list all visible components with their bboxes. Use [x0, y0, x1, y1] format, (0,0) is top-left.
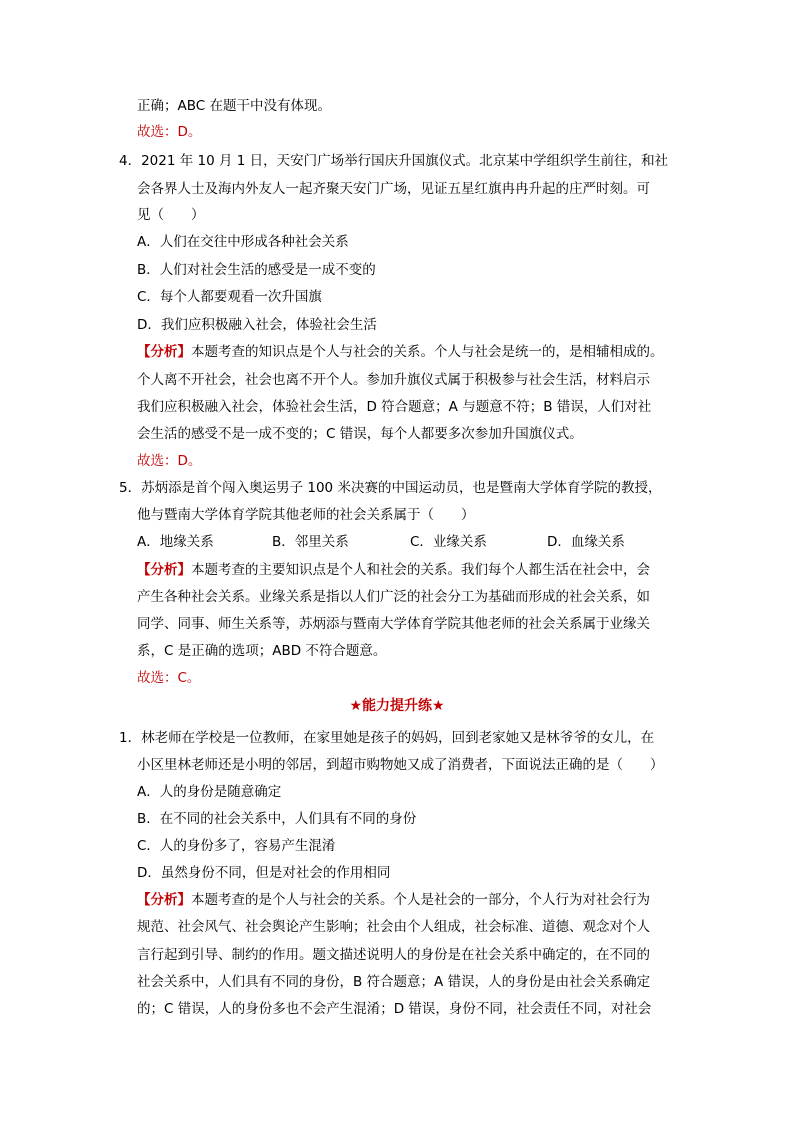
prev-answer: 故选：D。 [137, 124, 202, 140]
q5-answer: 故选：C。 [137, 670, 201, 686]
q5-analysis-line: 产生各种社会关系。业缘关系是指以人们广泛的社会分工为基础而形成的社会关系，如 [137, 589, 650, 605]
p1-analysis-line [137, 891, 650, 909]
section-title: ★能力提升练★ [349, 698, 445, 714]
q4-stem-line: 会各界人士及海内外友人一起齐聚天安门广场，见证五星红旗冉冉升起的庄严时刻。可 [137, 181, 650, 197]
q5-stem-line: 他与暨南大学体育学院其他老师的社会关系属于（ ） [137, 507, 475, 523]
q5-stem-line: 5．苏炳添是首个闯入奥运男子 100 米决赛的中国运动员，也是暨南大学体育学院的教授， [119, 480, 662, 496]
p1-option-a: A．人的身份是随意确定 [137, 784, 282, 800]
q4-option-b: B．人们对社会生活的感受是一成不变的 [137, 262, 376, 278]
q4-option-d: D．我们应积极融入社会，体验社会生活 [137, 317, 377, 333]
q4-stem-line: 见（ ） [137, 207, 205, 223]
p1-analysis-text: 本题考查的是个人与社会的关系。个人是社会的一部分，个人行为对社会行为 [191, 892, 650, 908]
q4-analysis-line: 我们应积极融入社会，体验社会生活，D 符合题意；A 与题意不符；B 错误，人们对社 [137, 399, 652, 415]
p1-analysis-line: 规范、社会风气、社会舆论产生影响；社会由个人组成，社会标准、道德、观念对个人 [137, 919, 650, 935]
p1-option-c: C．人的身份多了，容易产生混淆 [137, 838, 336, 854]
q5-option-b: B．邻里关系 [272, 534, 349, 550]
q4-analysis-text: 本题考查的知识点是个人与社会的关系。个人与社会是统一的，是相辅相成的。 [191, 344, 664, 360]
q4-analysis-line [137, 343, 664, 361]
q5-analysis-tag: 【分析】 [137, 562, 191, 578]
q4-analysis-tag: 【分析】 [137, 344, 191, 360]
q4-analysis-line: 会生活的感受不是一成不变的；C 错误，每个人都要多次参加升国旗仪式。 [137, 426, 583, 442]
q4-stem-line: 4．2021 年 10 月 1 日，天安门广场举行国庆升国旗仪式。北京某中学组织学生前往，和社 [119, 153, 669, 169]
q5-option-d: D．血缘关系 [547, 534, 625, 550]
p1-option-b: B．在不同的社会关系中，人们具有不同的身份 [137, 811, 417, 827]
p1-analysis-tag: 【分析】 [137, 892, 191, 908]
q4-answer: 故选：D。 [137, 453, 202, 469]
p1-option-d: D．虽然身份不同，但是对社会的作用相同 [137, 865, 391, 881]
p1-analysis-line: 的；C 错误，人的身份多也不会产生混淆；D 错误，身份不同，社会责任不同，对社会 [137, 1001, 652, 1017]
q5-option-c: C．业缘关系 [410, 534, 487, 550]
p1-stem-line: 小区里林老师还是小明的邻居，到超市购物她又成了消费者，下面说法正确的是（ ） [137, 757, 664, 773]
p1-stem-line: 1．林老师在学校是一位教师，在家里她是孩子的妈妈，回到老家她又是林爷爷的女儿，在 [119, 730, 655, 746]
q4-option-c: C．每个人都要观看一次升国旗 [137, 289, 322, 305]
q5-analysis-line: 同学、同事、师生关系等，苏炳添与暨南大学体育学院其他老师的社会关系属于业缘关 [137, 616, 650, 632]
p1-analysis-line: 社会关系中，人们具有不同的身份，B 符合题意；A 错误，人的身份是由社会关系确定 [137, 974, 651, 990]
q5-option-a: A．地缘关系 [137, 534, 214, 550]
p1-analysis-line: 言行起到引导、制约的作用。题文描述说明人的身份是在社会关系中确定的，在不同的 [137, 947, 650, 963]
q5-analysis-line [137, 561, 650, 579]
q4-analysis-line: 个人离不开社会，社会也离不开个人。参加升旗仪式属于积极参与社会生活，材料启示 [137, 372, 650, 388]
q5-analysis-line: 系，C 是正确的选项；ABD 不符合题意。 [137, 643, 387, 659]
q4-option-a: A．人们在交往中形成各种社会关系 [137, 234, 349, 250]
q5-analysis-text: 本题考查的主要知识点是个人和社会的关系。我们每个人都生活在社会中，会 [191, 562, 650, 578]
prev-analysis-line: 正确；ABC 在题干中没有体现。 [137, 98, 331, 114]
